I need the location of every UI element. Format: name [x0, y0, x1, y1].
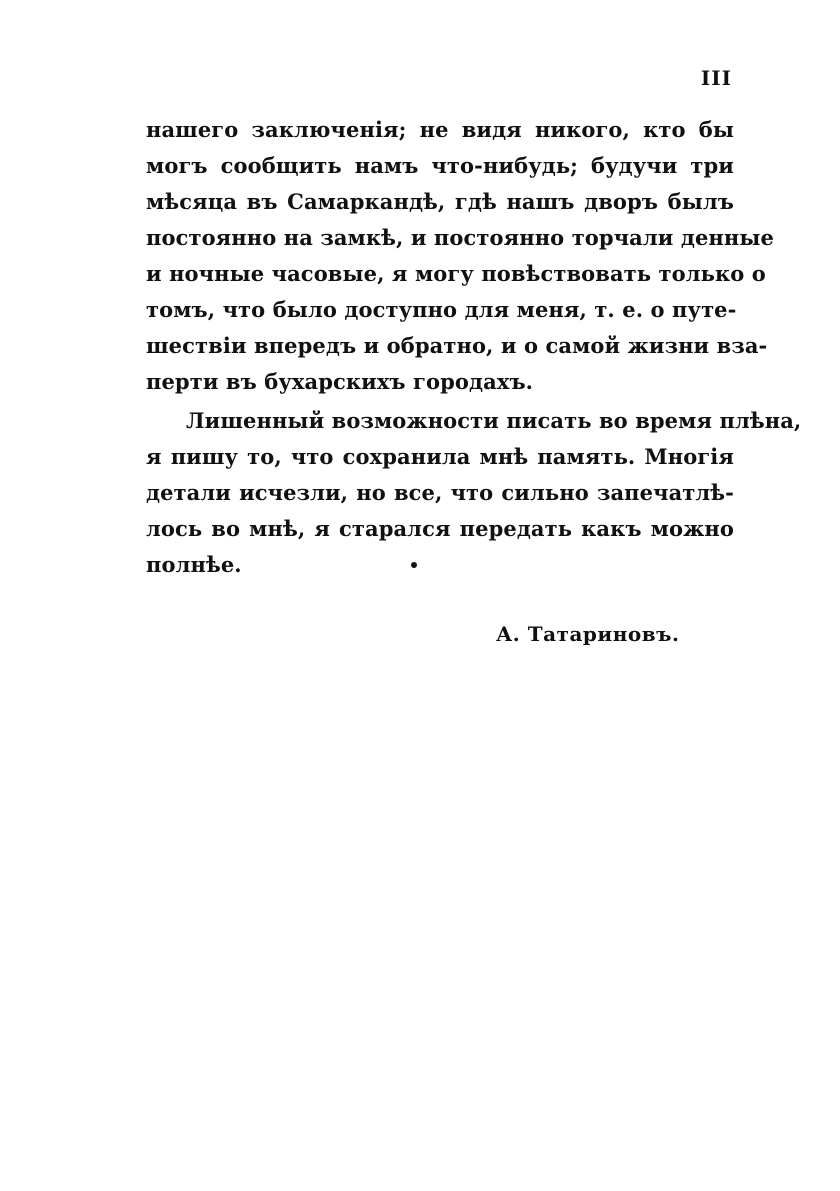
text-line: нашего заключенія; не видя никого, кто бы [146, 117, 734, 142]
text-line: могъ сообщить намъ что-нибудь; будучи три [146, 153, 734, 178]
text-line: лось во мнѣ, я старался передать какъ можно [146, 516, 734, 541]
text-line: постоянно на замкѣ, и постоянно торчали денные [146, 225, 774, 250]
text-line: перти въ бухарскихъ городахъ. [146, 369, 534, 394]
text-line: детали исчезли, но все, что сильно запечатлѣ- [146, 480, 734, 505]
paragraph [146, 403, 802, 583]
text-line: Лишенный возможности писать во время плѣна, [186, 408, 802, 433]
body-text [146, 112, 802, 583]
text-line: томъ, что было доступно для меня, т. е. о путе- [146, 297, 737, 322]
text-line: я пишу то, что сохранила мнѣ память. Многія [146, 444, 734, 469]
text-line: шествіи впередъ и обратно, и о самой жизни вза- [146, 333, 768, 358]
paragraph [146, 112, 774, 400]
ink-speck [411, 562, 417, 568]
page-number: III [700, 66, 732, 90]
text-line: и ночные часовые, я могу повѣствовать только о [146, 261, 766, 286]
text-line: полнѣе. [146, 552, 242, 577]
author-signature: А. Татариновъ. [496, 622, 680, 646]
text-line: мѣсяца въ Самаркандѣ, гдѣ нашъ дворъ былъ [146, 189, 734, 214]
